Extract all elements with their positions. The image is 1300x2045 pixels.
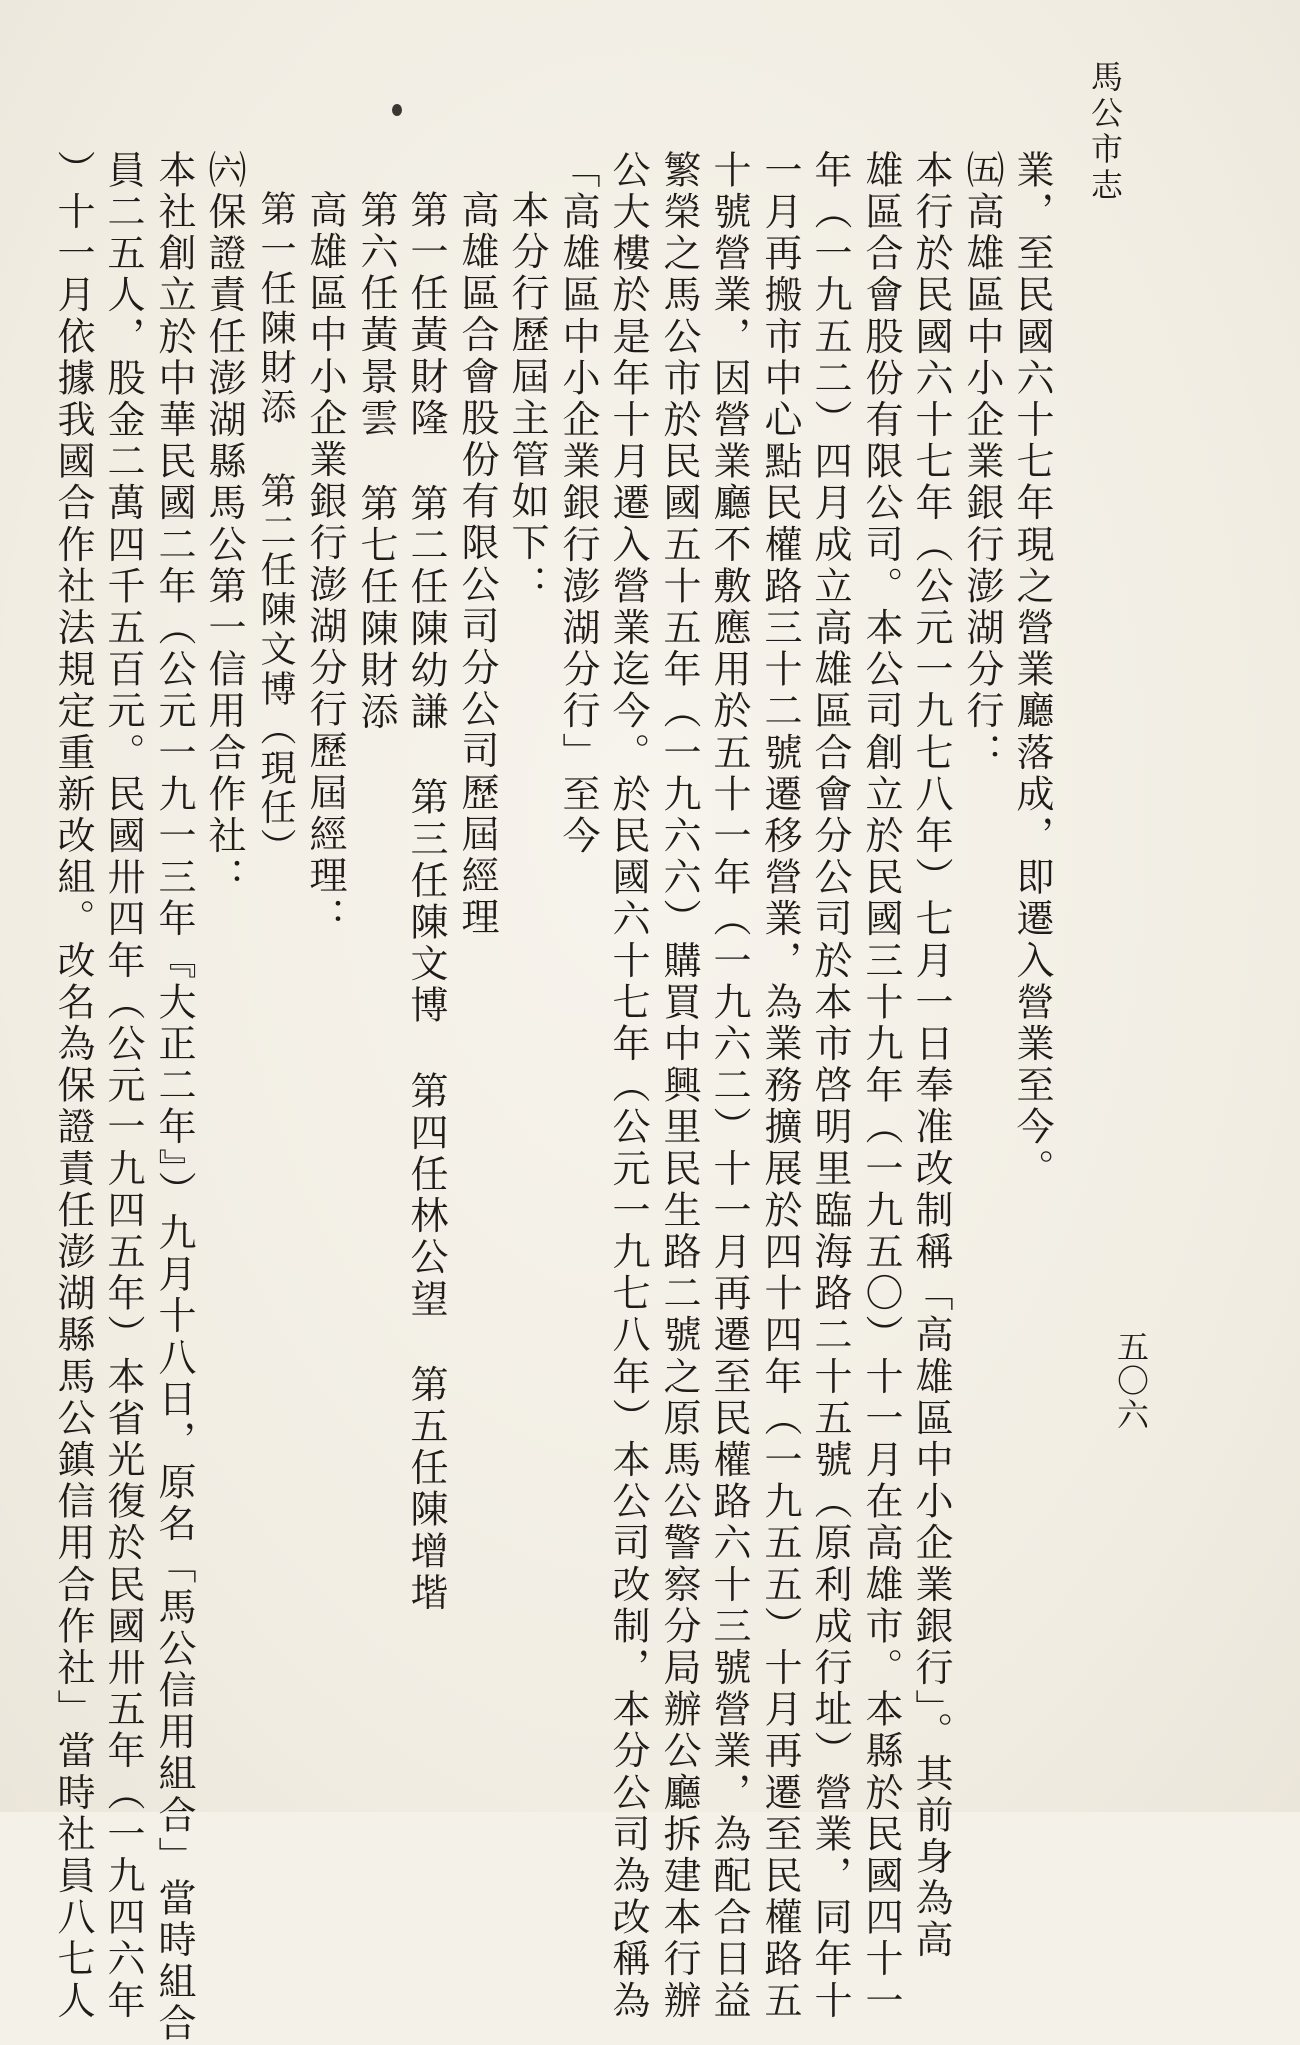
subheading: 高雄區中小企業銀行澎湖分行歷屆經理：: [303, 190, 347, 939]
text-column: 年（一九五二）四月成立高雄區合會分公司於本市啓明里臨海路二十五號（原利成行址）營業，同年十: [808, 150, 852, 2022]
manager-entry: 第三任陳文博: [404, 777, 448, 1027]
text-column: 本分行歷屆主管如下：: [505, 190, 549, 606]
text-column: 十號營業，因營業廳不敷應用於五十一年（一九六二）十一月再遷至民權路六十三號營業，為配合日益: [707, 150, 751, 2022]
manager-entry: 第一任黃財隆: [404, 190, 448, 440]
manager-entry: 第五任陳增堦: [404, 1364, 448, 1615]
book-title: 馬公市志: [1086, 60, 1124, 204]
text-column: ）十一月依據我國合作社法規定重新改組。改名為保證責任澎湖縣馬公鎮信用合作社」當時社員八七人: [51, 150, 95, 2022]
manager-entry: 第一任陳財添: [255, 190, 296, 428]
text-column: 「高雄區中小企業銀行澎湖分行」至今: [556, 150, 600, 858]
text-column: 本社創立於中華民國二年（公元一九一三年『大正二年』）九月十八日，原名「馬公信用組合」當時組合: [152, 150, 196, 2045]
manager-list: [354, 190, 398, 733]
section-heading: ㈤高雄區中小企業銀行澎湖分行：: [960, 150, 1004, 774]
manager-list: [253, 190, 297, 868]
manager-entry: 第六任黃景雲: [354, 190, 398, 440]
text-column: 員二五人，股金二萬四千五百元。民國卅四年（公元一九四五年）本省光復於民國卅五年（一九四六年: [101, 150, 145, 2022]
section-heading: ㈥保證責任澎湖縣馬公第一信用合作社：: [202, 150, 246, 899]
manager-list: [404, 190, 448, 1614]
manager-entry: 第二任陳文博（現任）: [255, 471, 296, 868]
text-column: 一月再搬市中心點民權路三十二號遷移營業，為業務擴展於四十四年（一九五五）十月再遷至民權路五: [758, 150, 802, 2022]
manager-entry: 第四任林公望: [404, 1070, 448, 1321]
text-column: 業，至民國六十七年現之營業廳落成，即遷入營業至今。: [1010, 150, 1054, 1190]
subheading: 高雄區合會股份有限公司分公司歷屆經理: [455, 190, 499, 939]
page-number: 五〇六: [1112, 1330, 1150, 1432]
manager-entry: 第七任陳財添: [354, 483, 398, 734]
text-column: 繁榮之馬公市於民國五十五年（一九六六）購買中興里民生路二號之原馬公警察分局辦公廳拆建本行辦: [657, 150, 701, 2022]
ink-speck: [392, 104, 402, 116]
text-column: 公大樓於是年十月遷入營業迄今。於民國六十七年（公元一九七八年）本公司改制，本分公司為改稱為: [606, 150, 650, 2022]
manager-entry: 第二任陳幼謙: [404, 483, 448, 734]
text-column: 雄區合會股份有限公司。本公司創立於民國三十九年（一九五〇）十一月在高雄市。本縣於民國四十一: [859, 150, 903, 2022]
text-column: 本行於民國六十七年（公元一九七八年）七月一日奉准改制稱「高雄區中小企業銀行」。其前身為高: [909, 150, 953, 1962]
